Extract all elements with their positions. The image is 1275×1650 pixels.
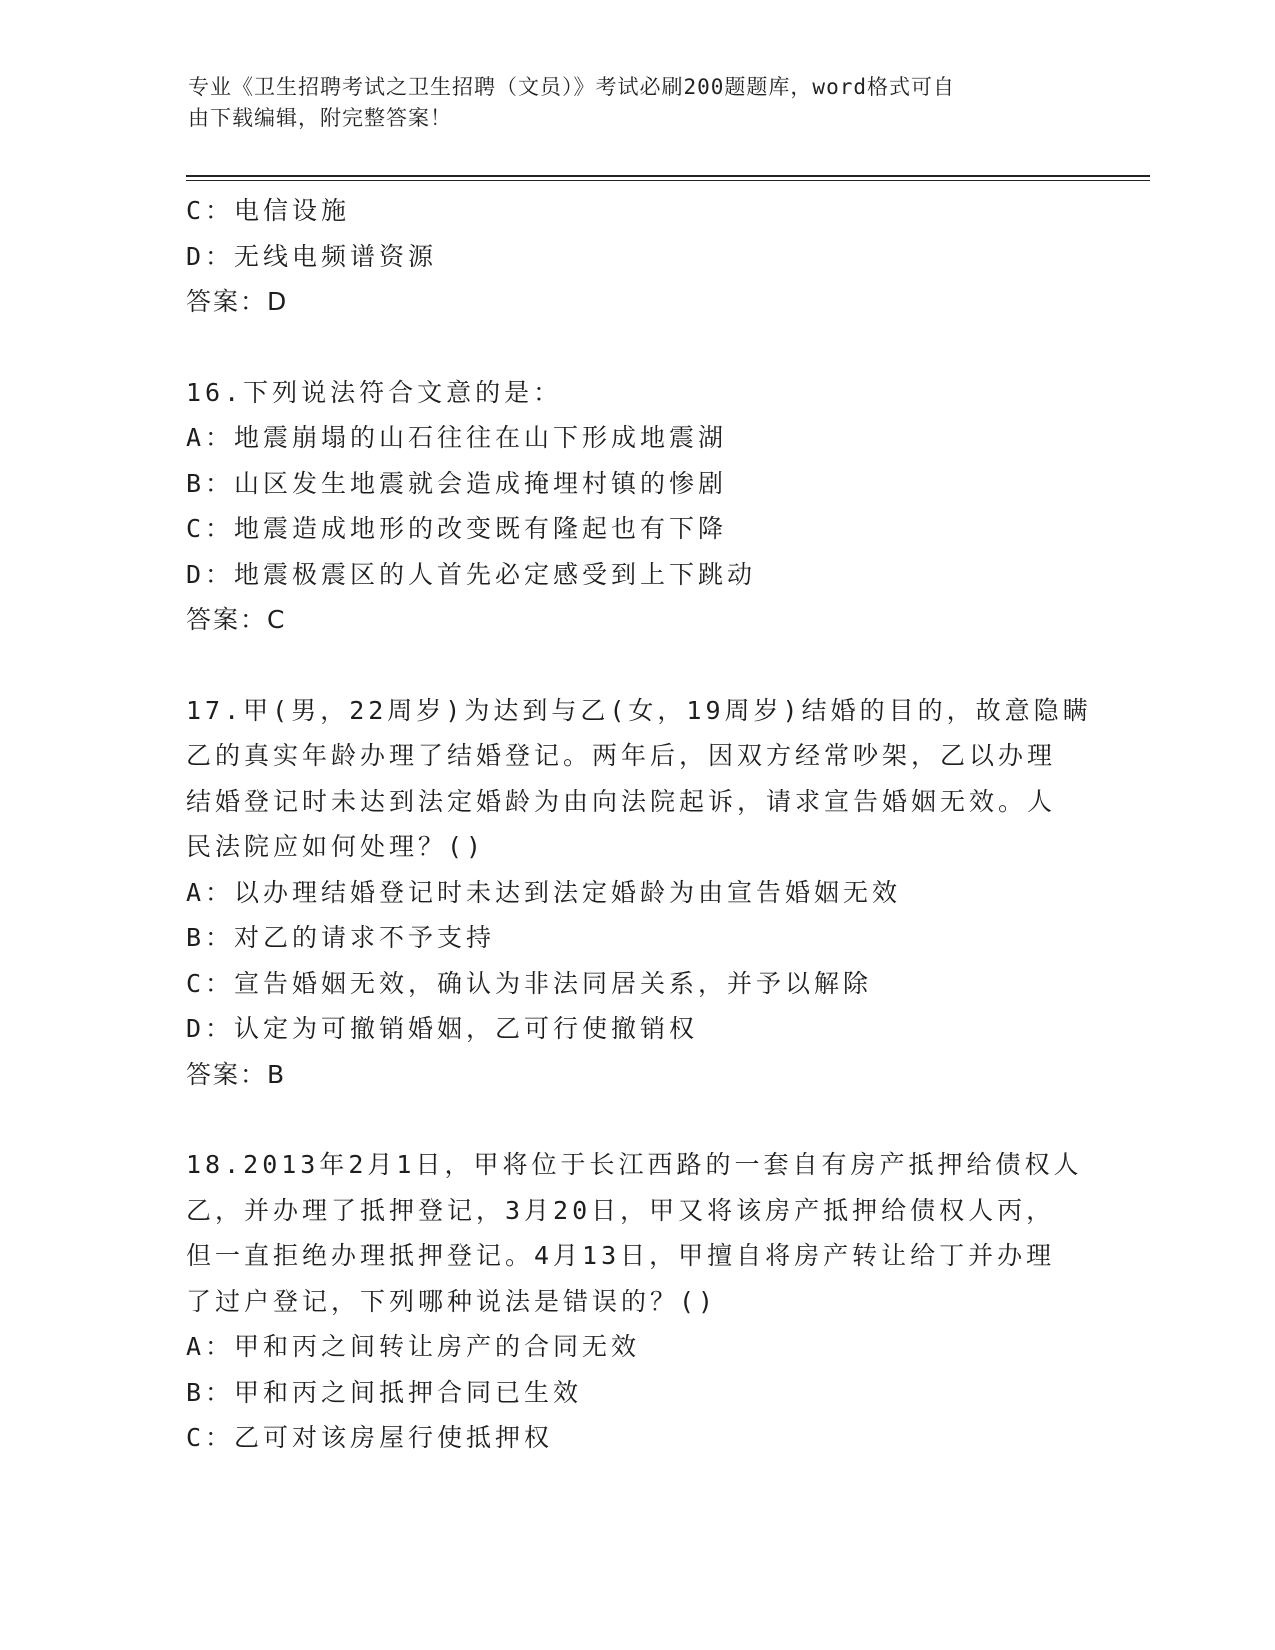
q18-option-b: B：甲和丙之间抵押合同已生效 — [186, 1377, 583, 1407]
q15-option-c: C：电信设施 — [186, 196, 351, 225]
q17-option-a: A：以办理结婚登记时未达到法定婚龄为由宣告婚姻无效 — [186, 877, 902, 907]
q17-option-d: D：认定为可撤销婚姻，乙可行使撤销权 — [186, 1014, 699, 1043]
q16-option-d: D：地震极震区的人首先必定感受到上下跳动 — [186, 559, 757, 589]
header-line-2: 由下载编辑，附完整答案！ — [188, 106, 452, 130]
question-15-tail — [186, 188, 1086, 325]
q18-stem-line-1: 18.2013年2月1日，甲将位于长江西路的一套自有房产抵押给债权人 — [186, 1150, 1083, 1179]
question-18 — [186, 1142, 1086, 1461]
q15-option-d: D：无线电频谱资源 — [186, 241, 438, 271]
question-content — [186, 188, 1092, 1461]
spacer — [186, 643, 1086, 688]
q16-option-b: B：山区发生地震就会造成掩埋村镇的惨剧 — [186, 468, 728, 498]
q18-option-a: A：甲和丙之间转让房产的合同无效 — [186, 1332, 641, 1361]
header-divider — [186, 175, 1150, 177]
q16-answer: 答案：C — [186, 605, 287, 634]
question-17 — [186, 688, 1092, 1098]
q17-stem-line-1: 17.甲(男，22周岁)为达到与乙(女，19周岁)结婚的目的，故意隐瞒 — [186, 695, 1092, 725]
q17-stem-line-2: 乙的真实年龄办理了结婚登记。两年后，因双方经常吵架，乙以办理 — [186, 741, 1057, 770]
question-16 — [186, 370, 1086, 643]
q17-stem-line-3: 结婚登记时未达到法定婚龄为由向法院起诉，请求宣告婚姻无效。人 — [186, 786, 1057, 816]
q17-stem-line-4: 民法院应如何处理？() — [186, 832, 486, 861]
q18-stem-line-3: 但一直拒绝办理抵押登记。4月13日，甲擅自将房产转让给丁并办理 — [186, 1241, 1056, 1270]
page-header — [188, 72, 1088, 134]
q16-option-a: A：地震崩塌的山石往往在山下形成地震湖 — [186, 423, 728, 452]
q17-answer: 答案：B — [186, 1059, 287, 1089]
header-line-1: 专业《卫生招聘考试之卫生招聘（文员）》考试必刷200题题库，word格式可自 — [188, 75, 955, 99]
header-divider-thin — [186, 180, 1150, 181]
q17-option-c: C：宣告婚姻无效，确认为非法同居关系，并予以解除 — [186, 968, 873, 998]
q15-answer: 答案：D — [186, 287, 289, 316]
q16-option-c: C：地震造成地形的改变既有隆起也有下降 — [186, 514, 728, 543]
q18-option-c: C：乙可对该房屋行使抵押权 — [186, 1423, 554, 1452]
spacer — [186, 1097, 1086, 1142]
spacer — [186, 325, 1086, 370]
q18-stem-line-2: 乙，并办理了抵押登记，3月20日，甲又将该房产抵押给债权人丙， — [186, 1195, 1056, 1225]
q17-option-b: B：对乙的请求不予支持 — [186, 923, 496, 952]
q16-stem: 16.下列说法符合文意的是： — [186, 377, 563, 407]
q18-stem-line-4: 了过户登记，下列哪种说法是错误的？() — [186, 1286, 718, 1316]
